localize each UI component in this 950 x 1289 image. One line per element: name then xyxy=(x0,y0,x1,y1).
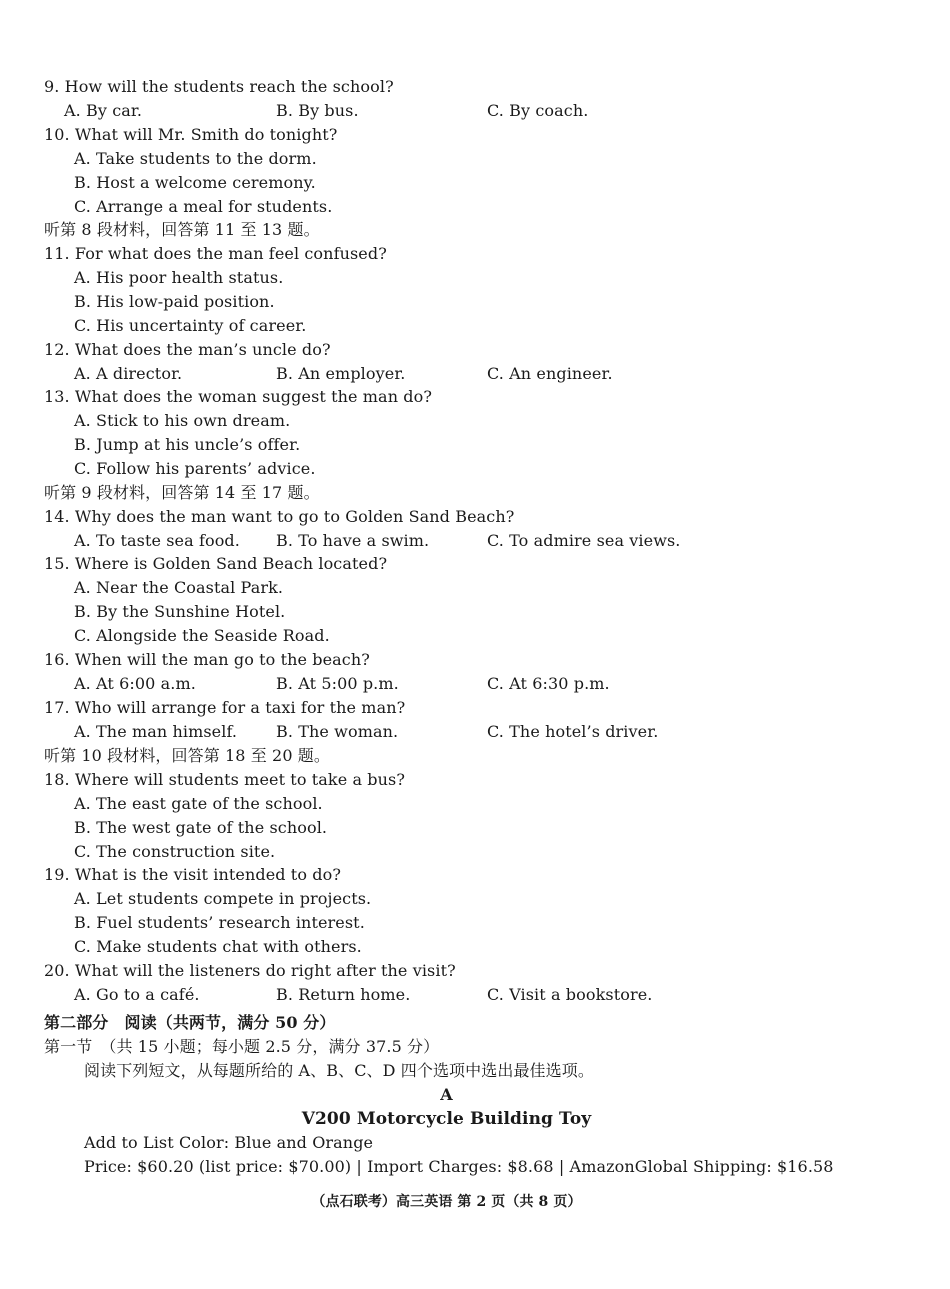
question-14-stem: 14. Why does the man want to go to Golden Sand Beach? xyxy=(44,507,515,526)
segment-8-instruction: 听第 8 段材料，回答第 11 至 13 题。 xyxy=(44,220,320,239)
question-11-option-a: A. His poor health status. xyxy=(74,268,284,287)
question-17-option-c: C. The hotel’s driver. xyxy=(487,722,659,741)
question-10-option-a: A. Take students to the dorm. xyxy=(74,149,317,168)
question-20-option-b: B. Return home. xyxy=(276,985,411,1004)
question-9-stem: 9. How will the students reach the school? xyxy=(44,77,394,96)
question-14-option-c: C. To admire sea views. xyxy=(487,531,681,550)
question-11-stem: 11. For what does the man feel confused? xyxy=(44,244,387,263)
question-18-option-c: C. The construction site. xyxy=(74,842,276,861)
question-17-option-a: A. The man himself. xyxy=(74,722,238,741)
question-16-stem: 16. When will the man go to the beach? xyxy=(44,650,370,669)
part-two-title: 阅读（共两节，满分 50 分） xyxy=(124,1013,336,1032)
question-12-option-b: B. An employer. xyxy=(276,364,406,383)
segment-9-instruction: 听第 9 段材料，回答第 14 至 17 题。 xyxy=(44,483,320,502)
section-one-heading: 第一节 （共 15 小题；每小题 2.5 分，满分 37.5 分） xyxy=(44,1037,440,1056)
question-12-option-c: C. An engineer. xyxy=(487,364,613,383)
question-19-option-c: C. Make students chat with others. xyxy=(74,937,362,956)
question-20-option-c: C. Visit a bookstore. xyxy=(487,985,653,1004)
question-11-option-b: B. His low-paid position. xyxy=(74,292,275,311)
question-11-option-c: C. His uncertainty of career. xyxy=(74,316,307,335)
question-18-option-a: A. The east gate of the school. xyxy=(74,794,323,813)
question-16-option-a: A. At 6:00 a.m. xyxy=(74,674,196,693)
question-10-option-c: C. Arrange a meal for students. xyxy=(74,197,333,216)
question-16-option-c: C. At 6:30 p.m. xyxy=(487,674,610,693)
page-footer: （点石联考）高三英语 第 2 页（共 8 页） xyxy=(311,1194,582,1210)
part-two-heading xyxy=(44,1013,335,1033)
question-10-stem: 10. What will Mr. Smith do tonight? xyxy=(44,125,338,144)
question-17-option-b: B. The woman. xyxy=(276,722,399,741)
question-9-option-c: C. By coach. xyxy=(487,101,589,120)
question-15-stem: 15. Where is Golden Sand Beach located? xyxy=(44,554,388,573)
question-13-option-a: A. Stick to his own dream. xyxy=(74,411,291,430)
passage-title: V200 Motorcycle Building Toy xyxy=(301,1109,592,1129)
question-20-stem: 20. What will the listeners do right after the visit? xyxy=(44,961,456,980)
question-10-option-b: B. Host a welcome ceremony. xyxy=(74,173,316,192)
product-price-line: Price: $60.20 (list price: $70.00) | Import Charges: $8.68 | AmazonGlobal Shipping: $16.58 xyxy=(84,1157,834,1176)
question-15-option-a: A. Near the Coastal Park. xyxy=(74,578,284,597)
product-color-line: Add to List Color: Blue and Orange xyxy=(84,1133,374,1152)
question-13-option-b: B. Jump at his uncle’s offer. xyxy=(74,435,301,454)
part-two-label: 第二部分 xyxy=(44,1013,109,1032)
question-9-option-a: A. By car. xyxy=(64,101,143,120)
question-12-option-a: A. A director. xyxy=(74,364,183,383)
question-13-stem: 13. What does the woman suggest the man do? xyxy=(44,387,433,406)
passage-letter: A xyxy=(440,1085,453,1104)
question-18-stem: 18. Where will students meet to take a bus? xyxy=(44,770,406,789)
question-18-option-b: B. The west gate of the school. xyxy=(74,818,328,837)
question-19-stem: 19. What is the visit intended to do? xyxy=(44,865,342,884)
question-17-stem: 17. Who will arrange for a taxi for the man? xyxy=(44,698,406,717)
question-16-option-b: B. At 5:00 p.m. xyxy=(276,674,399,693)
reading-directions: 阅读下列短文，从每题所给的 A、B、C、D 四个选项中选出最佳选项。 xyxy=(84,1061,594,1080)
question-14-option-a: A. To taste sea food. xyxy=(74,531,240,550)
segment-10-instruction: 听第 10 段材料，回答第 18 至 20 题。 xyxy=(44,746,330,765)
question-12-stem: 12. What does the man’s uncle do? xyxy=(44,340,331,359)
question-20-option-a: A. Go to a café. xyxy=(74,985,200,1004)
question-19-option-b: B. Fuel students’ research interest. xyxy=(74,913,365,932)
question-14-option-b: B. To have a swim. xyxy=(276,531,430,550)
question-15-option-b: B. By the Sunshine Hotel. xyxy=(74,602,286,621)
question-15-option-c: C. Alongside the Seaside Road. xyxy=(74,626,330,645)
question-13-option-c: C. Follow his parents’ advice. xyxy=(74,459,316,478)
question-19-option-a: A. Let students compete in projects. xyxy=(74,889,372,908)
question-9-option-b: B. By bus. xyxy=(276,101,359,120)
